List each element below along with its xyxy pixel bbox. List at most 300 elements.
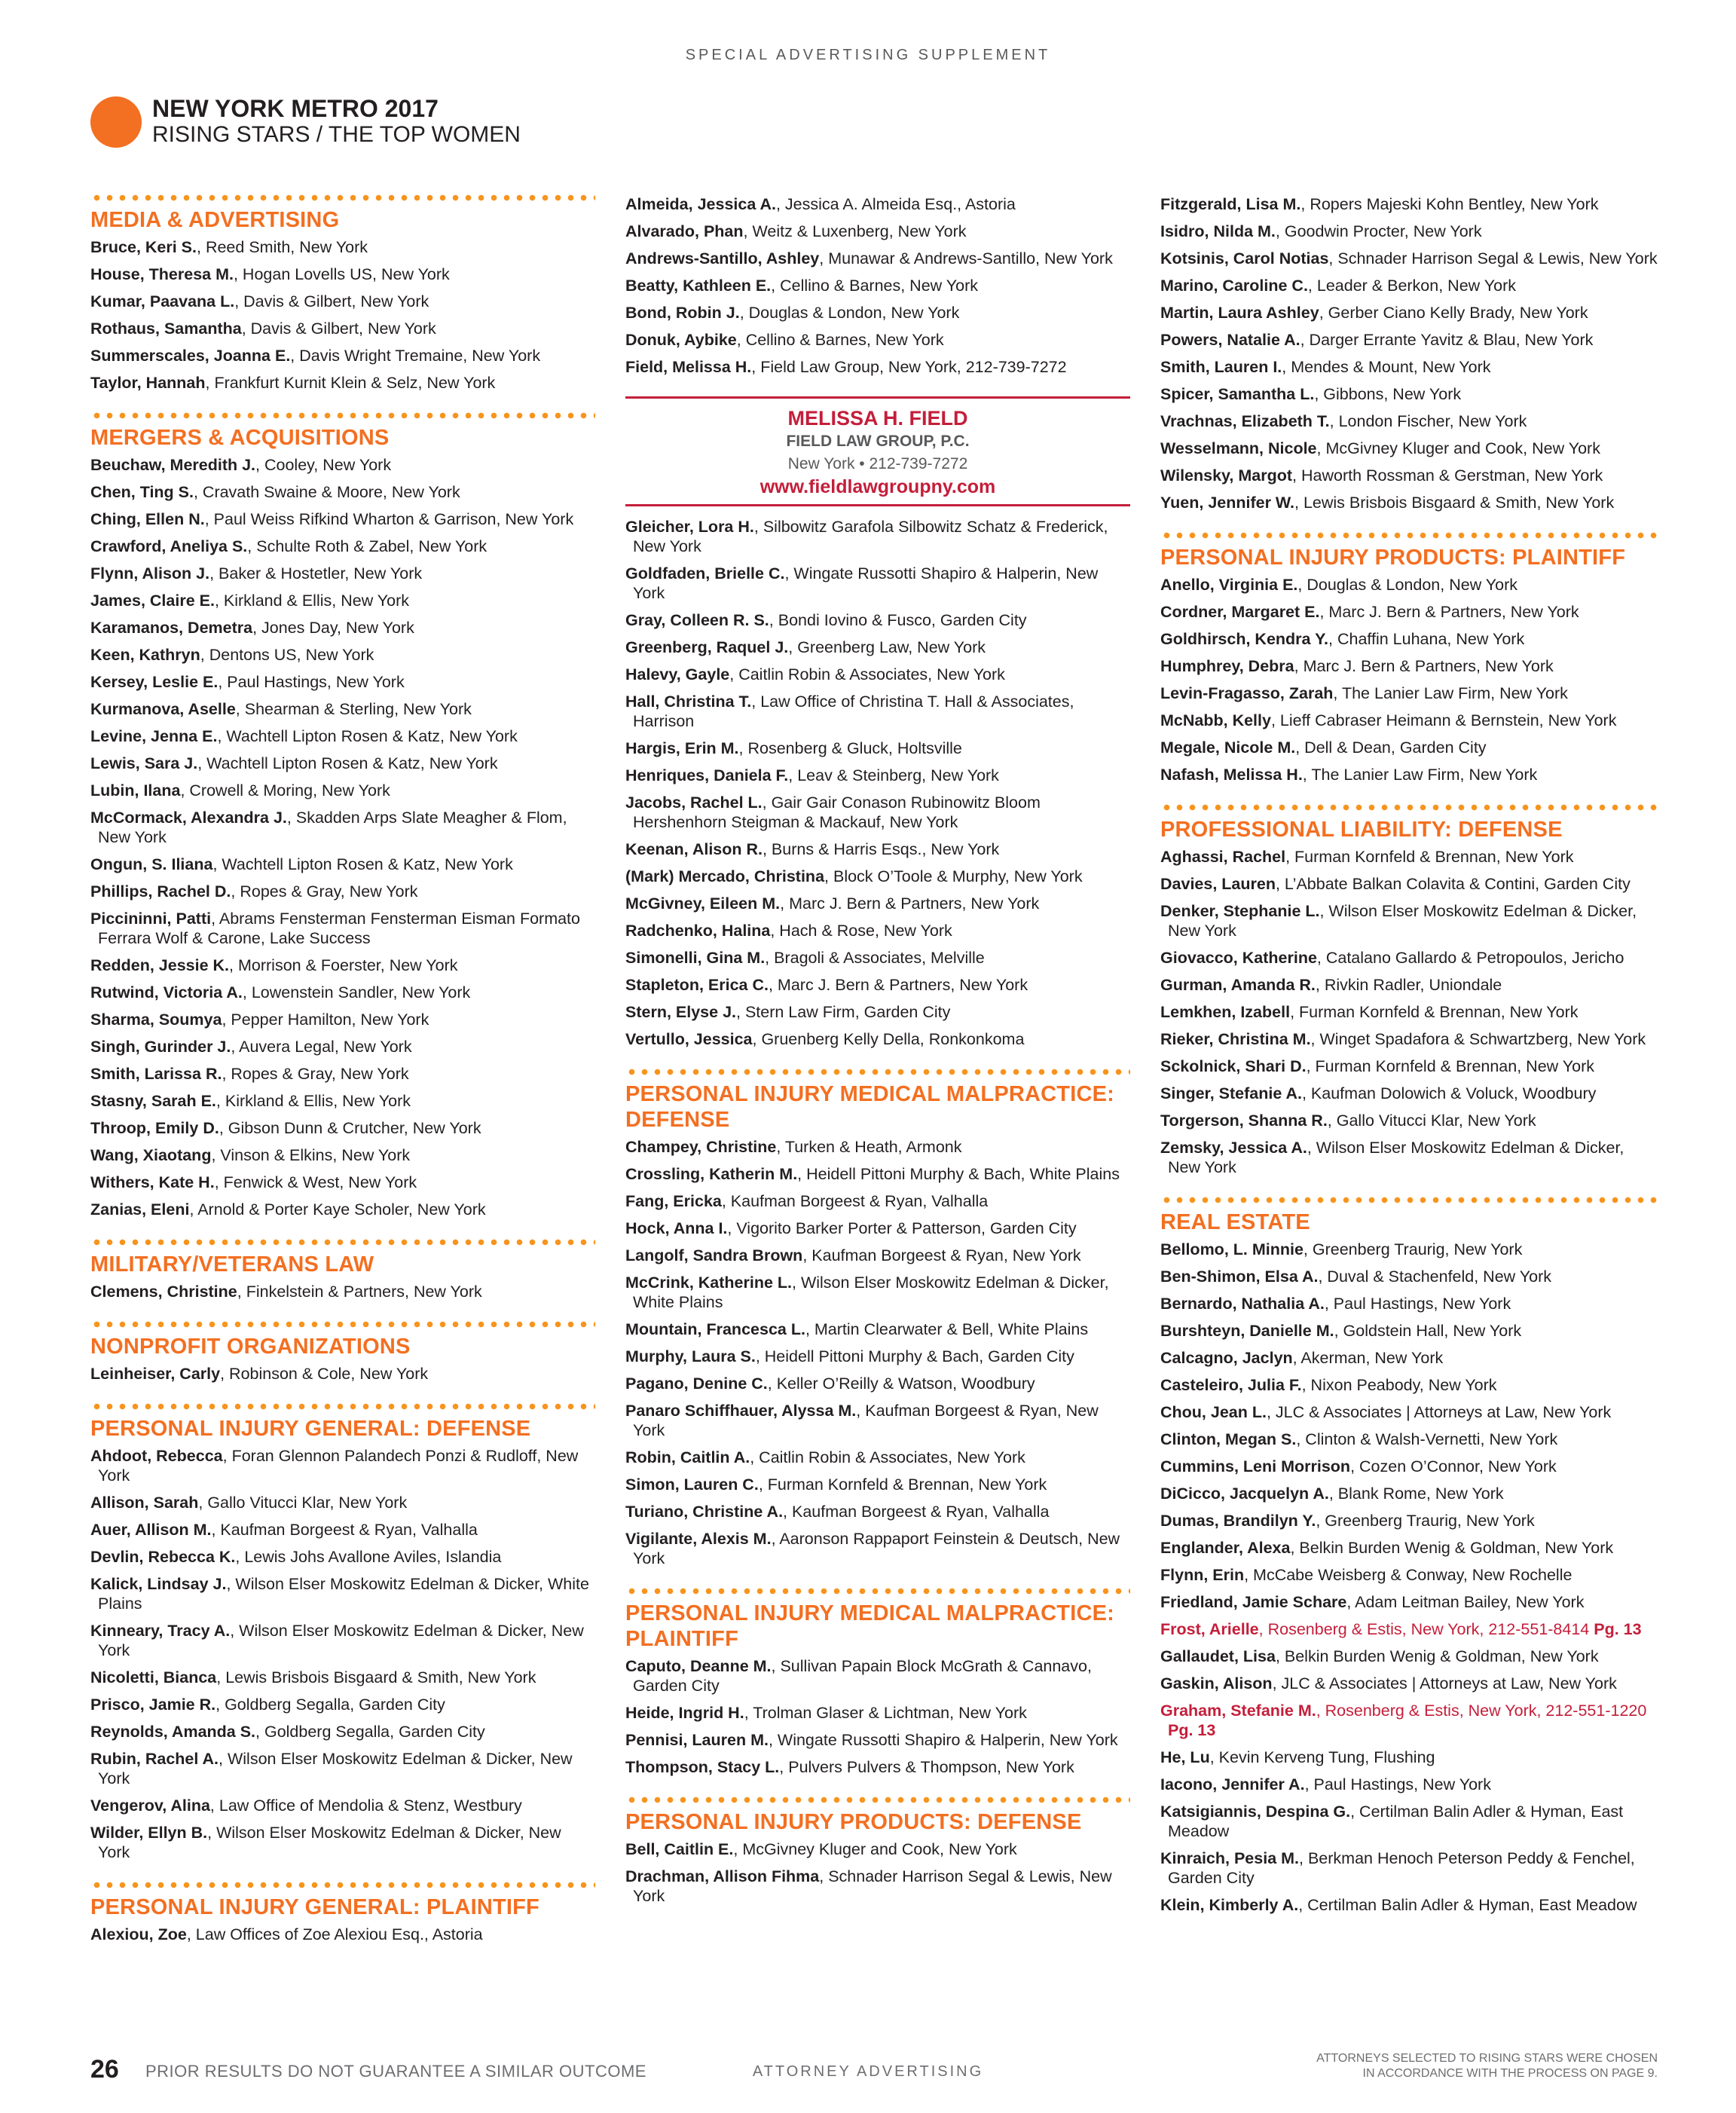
firm-location: , Greenberg Law, New York: [788, 638, 986, 656]
firm-location: , Rosenberg & Estis, New York, 212-551-8414: [1258, 1620, 1590, 1638]
list-item: [1160, 1895, 1658, 1915]
list-item: [90, 1547, 595, 1567]
section-heading: MERGERS & ACQUISITIONS: [90, 426, 390, 450]
firm-location: , Robinson & Cole, New York: [220, 1365, 429, 1383]
firm-location: , Dentons US, New York: [200, 646, 374, 664]
orange-circle-logo: [90, 96, 142, 148]
list-item: [1160, 1538, 1658, 1558]
list-item: [625, 1191, 1130, 1211]
firm-location: , Keller O’Reilly & Watson, Woodbury: [767, 1375, 1035, 1393]
list-item: [1160, 1348, 1658, 1368]
list-item: [625, 564, 1130, 603]
attorney-name: Drachman, Allison Fihma: [625, 1867, 820, 1885]
attorney-name: Gray, Colleen R. S.: [625, 611, 769, 629]
attorney-name: Piccininni, Patti: [90, 910, 212, 928]
firm-location: , Darger Errante Yavitz & Blau, New York: [1300, 331, 1594, 349]
firm-location: , Reed Smith, New York: [197, 238, 368, 256]
list-item: [625, 222, 1130, 241]
firm-location: , Marc J. Bern & Partners, New York: [768, 976, 1028, 994]
section-heading: REAL ESTATE: [1160, 1210, 1310, 1234]
firm-location: , The Lanier Law Firm, New York: [1333, 684, 1568, 702]
attorney-name: Chen, Ting S.: [90, 483, 194, 501]
firm-location: , Abrams Fensterman Fensterman Eisman Formato Ferrara Wolf & Carone, Lake Success: [98, 910, 580, 947]
attorney-name: Jacobs, Rachel L.: [625, 794, 763, 812]
attorney-name: He, Lu: [1160, 1748, 1210, 1766]
attorney-name: Hargis, Erin M.: [625, 739, 739, 757]
firm-location: , Gallo Vitucci Klar, New York: [1327, 1112, 1536, 1130]
firm-location: , Ropes & Gray, New York: [222, 1065, 409, 1083]
firm-location: , Cozen O’Connor, New York: [1350, 1457, 1557, 1475]
list-item: [90, 292, 595, 311]
list-item: [90, 1796, 595, 1815]
list-item: [1160, 1619, 1658, 1639]
list-item: [90, 781, 595, 800]
ad-website-link[interactable]: www.fieldlawgroupny.com: [760, 476, 996, 497]
section-heading: PERSONAL INJURY PRODUCTS: PLAINTIFF: [1160, 546, 1626, 570]
dotted-divider: [1160, 1197, 1658, 1203]
list-item: [90, 1574, 595, 1613]
attorney-name: Keen, Kathryn: [90, 646, 200, 664]
list-item: [1160, 1848, 1658, 1888]
attorney-name: Sharma, Soumya: [90, 1011, 222, 1029]
section-heading: PERSONAL INJURY PRODUCTS: DEFENSE: [625, 1810, 1082, 1834]
attorney-name: Gleicher, Lora H.: [625, 518, 754, 536]
list-item: [1160, 357, 1658, 377]
firm-location: , Goldberg Segalla, Garden City: [215, 1696, 445, 1714]
firm-location: , Wilson Elser Moskowitz Edelman & Dicker, New York: [98, 1824, 561, 1861]
supplement-label: SPECIAL ADVERTISING SUPPLEMENT: [685, 47, 1051, 63]
list-item: [1160, 439, 1658, 458]
firm-location: , Law Office of Mendolia & Stenz, Westbury: [209, 1797, 522, 1815]
list-item: [625, 1867, 1130, 1906]
attorney-name: Levin-Fragasso, Zarah: [1160, 684, 1334, 702]
attorney-name: Radchenko, Halina: [625, 922, 771, 940]
firm-location: , Mendes & Mount, New York: [1282, 358, 1491, 376]
list-item: [1160, 575, 1658, 595]
list-item: [625, 357, 1130, 377]
firm-location: , Catalano Gallardo & Petropoulos, Jericho: [1316, 949, 1624, 967]
list-item: [1160, 222, 1658, 241]
attorney-name: Field, Melissa H.: [625, 358, 752, 376]
firm-location: , Munawar & Andrews-Santillo, New York: [819, 249, 1113, 268]
attorney-name: Ben-Shimon, Elsa A.: [1160, 1267, 1319, 1286]
list-item: [90, 1446, 595, 1485]
firm-location: , Cellino & Barnes, New York: [771, 277, 979, 295]
firm-location: , Douglas & London, New York: [739, 304, 960, 322]
firm-location: , Belkin Burden Wenig & Goldman, New York: [1275, 1647, 1599, 1665]
section: [625, 517, 1130, 1049]
firm-location: , Morrison & Foerster, New York: [229, 956, 458, 974]
list-item: [90, 1621, 595, 1660]
section-heading: MILITARY/VETERANS LAW: [90, 1252, 374, 1277]
firm-location: , Silbowitz Garafola Silbowitz Schatz & Frederick, New York: [633, 518, 1108, 555]
advertisement-box: [625, 396, 1130, 506]
firm-location: , Furman Kornfeld & Brennan, New York: [758, 1475, 1047, 1494]
list-item: [90, 265, 595, 284]
attorney-name: (Mark) Mercado, Christina: [625, 867, 825, 885]
list-item: [1160, 466, 1658, 485]
firm-location: , Cellino & Barnes, New York: [736, 331, 944, 349]
list-item: [90, 672, 595, 692]
firm-location: , Skadden Arps Slate Meagher & Flom, New York: [98, 809, 567, 846]
list-item: [1160, 602, 1658, 622]
firm-location: , Goldberg Segalla, Garden City: [255, 1723, 485, 1741]
list-item: [1160, 249, 1658, 268]
attorney-name: Sckolnick, Shari D.: [1160, 1057, 1307, 1075]
firm-location: , Paul Hastings, New York: [218, 673, 405, 691]
attorney-name: Aghassi, Rachel: [1160, 848, 1286, 866]
attorney-name: Gallaudet, Lisa: [1160, 1647, 1276, 1665]
attorney-name: Rieker, Christina M.: [1160, 1030, 1311, 1048]
list-item: [625, 867, 1130, 886]
list-item: [90, 1520, 595, 1540]
firm-location: , Bragoli & Associates, Melville: [765, 949, 985, 967]
list-item: [625, 692, 1130, 731]
attorney-name: Crawford, Aneliya S.: [90, 537, 248, 555]
list-item: [1160, 948, 1658, 968]
list-item: [625, 1164, 1130, 1184]
list-item: [625, 1137, 1130, 1157]
attorney-name: Redden, Jessie K.: [90, 956, 230, 974]
list-item: [90, 1145, 595, 1165]
list-item: [625, 793, 1130, 832]
attorney-name: Dumas, Brandilyn Y.: [1160, 1512, 1316, 1530]
attorney-name: Vengerov, Alina: [90, 1797, 210, 1815]
attorney-name: Halevy, Gayle: [625, 665, 730, 683]
list-item: [90, 1200, 595, 1219]
attorney-name: Ching, Ellen N.: [90, 510, 205, 528]
attorney-name: Robin, Caitlin A.: [625, 1448, 750, 1466]
section: [90, 412, 595, 1219]
section: [1160, 194, 1658, 512]
attorney-name: Panaro Schiffhauer, Alyssa M.: [625, 1402, 857, 1420]
list-item: [90, 1064, 595, 1084]
firm-location: , Weitz & Luxenberg, New York: [743, 222, 967, 240]
list-item: [90, 983, 595, 1002]
attorney-name: Martin, Laura Ashley: [1160, 304, 1319, 322]
firm-location: , Sullivan Papain Block McGrath & Cannavo, Garden City: [633, 1657, 1092, 1695]
list-item: [90, 1364, 595, 1384]
section-heading: MEDIA & ADVERTISING: [90, 208, 340, 232]
list-item: [1160, 1802, 1658, 1841]
section-heading: PERSONAL INJURY MEDICAL MALPRACTICE: DEFENSE: [625, 1082, 1115, 1132]
attorney-name: Englander, Alexa: [1160, 1539, 1291, 1557]
list-item: [90, 346, 595, 365]
attorney-name: Davies, Lauren: [1160, 875, 1276, 893]
firm-location: , Trolman Glaser & Lichtman, New York: [744, 1704, 1027, 1722]
firm-location: , Pulvers Pulvers & Thompson, New York: [779, 1758, 1074, 1776]
firm-location: , Leader & Berkon, New York: [1307, 277, 1516, 295]
footer-note-line-1: ATTORNEYS SELECTED TO RISING STARS WERE CHOSEN: [1316, 2052, 1658, 2065]
dotted-divider: [1160, 804, 1658, 811]
dotted-divider: [90, 1882, 595, 1888]
section: [625, 1588, 1130, 1777]
firm-location: , Lieff Cabraser Heimann & Bernstein, New York: [1270, 711, 1617, 729]
attorney-name: Rutwind, Victoria A.: [90, 983, 243, 1001]
list-item: [1160, 1511, 1658, 1530]
list-item: [625, 249, 1130, 268]
list-item: [1160, 1375, 1658, 1395]
column-3: [1160, 194, 1658, 1934]
firm-location: , Gerber Ciano Kelly Brady, New York: [1319, 304, 1588, 322]
attorney-name: Keenan, Alison R.: [625, 840, 763, 858]
attorney-name: Marino, Caroline C.: [1160, 277, 1308, 295]
firm-location: , Vigorito Barker Porter & Patterson, Garden City: [727, 1219, 1077, 1237]
attorney-name: Iacono, Jennifer A.: [1160, 1775, 1305, 1793]
firm-location: , The Lanier Law Firm, New York: [1302, 766, 1538, 784]
attorney-name: Singer, Stefanie A.: [1160, 1084, 1302, 1102]
list-item: [90, 591, 595, 610]
list-item: [90, 726, 595, 746]
section: [625, 194, 1130, 377]
firm-location: , Nixon Peabody, New York: [1301, 1376, 1497, 1394]
firm-location: , London Fischer, New York: [1329, 412, 1527, 430]
firm-location: , Kirkland & Ellis, New York: [214, 592, 410, 610]
firm-location: , Ropers Majeski Kohn Bentley, New York: [1300, 195, 1599, 213]
firm-location: , Kaufman Borgeest & Ryan, New York: [633, 1402, 1099, 1439]
attorney-name: Giovacco, Katherine: [1160, 949, 1317, 967]
attorney-name: Withers, Kate H.: [90, 1173, 215, 1191]
ad-attorney-name: MELISSA H. FIELD: [787, 407, 968, 430]
firm-location: , L’Abbate Balkan Colavita & Contini, Garden City: [1275, 875, 1631, 893]
attorney-name: Greenberg, Raquel J.: [625, 638, 789, 656]
list-item: [1160, 1402, 1658, 1422]
attorney-name: Humphrey, Debra: [1160, 657, 1294, 675]
firm-location: , Foran Glennon Palandech Ponzi & Rudloff, New York: [98, 1447, 579, 1485]
firm-location: , Kaufman Borgeest & Ryan, New York: [802, 1246, 1081, 1264]
attorney-name: Wesselmann, Nicole: [1160, 439, 1317, 457]
list-item: [1160, 1084, 1658, 1103]
attorney-name: Spicer, Samantha L.: [1160, 385, 1315, 403]
list-item: [1160, 1457, 1658, 1476]
firm-location: , Douglas & London, New York: [1297, 576, 1518, 594]
list-item: [90, 509, 595, 529]
firm-location: , Gair Gair Conason Rubinowitz Bloom Hershenhorn Steigman & Mackauf, New York: [633, 794, 1041, 831]
attorney-name: Crossling, Katherin M.: [625, 1165, 798, 1183]
dotted-divider: [90, 412, 595, 419]
list-item: [625, 1475, 1130, 1494]
attorney-name: Frost, Arielle: [1160, 1620, 1259, 1638]
list-item: [1160, 1647, 1658, 1666]
attorney-name: Alexiou, Zoe: [90, 1925, 187, 1943]
attorney-name: Katsigiannis, Despina G.: [1160, 1803, 1351, 1821]
list-item: [1160, 901, 1658, 940]
attorney-name: Kinraich, Pesia M.: [1160, 1849, 1300, 1867]
firm-location: , Wilson Elser Moskowitz Edelman & Dicker, New York: [1168, 902, 1637, 940]
firm-location: , Shearman & Sterling, New York: [235, 700, 472, 718]
section: [90, 1403, 595, 1862]
attorney-name: Simon, Lauren C.: [625, 1475, 759, 1494]
list-item: [625, 665, 1130, 684]
list-item: [625, 1757, 1130, 1777]
list-item: [625, 1730, 1130, 1750]
firm-location: , Goodwin Procter, New York: [1275, 222, 1482, 240]
ad-firm-name: FIELD LAW GROUP, P.C.: [786, 433, 970, 450]
list-item: [90, 808, 595, 847]
firm-location: , Certilman Balin Adler & Hyman, East Meadow: [1168, 1803, 1624, 1840]
attorney-name: Simonelli, Gina M.: [625, 949, 766, 967]
firm-location: , Wilson Elser Moskowitz Edelman & Dicker, New York: [98, 1750, 573, 1787]
attorney-name: Goldhirsch, Kendra Y.: [1160, 630, 1329, 648]
list-item: [1160, 629, 1658, 649]
list-item: [625, 839, 1130, 859]
firm-location: , Lowenstein Sandler, New York: [242, 983, 471, 1001]
list-item: [90, 1118, 595, 1138]
section-heading: NONPROFIT ORGANIZATIONS: [90, 1335, 411, 1359]
attorney-name: Flynn, Erin: [1160, 1566, 1245, 1584]
firm-location: , Heidell Pittoni Murphy & Bach, White Plains: [797, 1165, 1120, 1183]
list-item: [1160, 738, 1658, 757]
list-item: [90, 537, 595, 556]
list-item: [90, 1493, 595, 1512]
section: [90, 194, 595, 393]
attorney-name: DiCicco, Jacquelyn A.: [1160, 1485, 1329, 1503]
section: [1160, 532, 1658, 784]
firm-location: , Schnader Harrison Segal & Lewis, New York: [633, 1867, 1112, 1905]
attorney-name: Vertullo, Jessica: [625, 1030, 753, 1048]
list-item: [1160, 765, 1658, 784]
list-item: [1160, 194, 1658, 214]
attorney-name: Vrachnas, Elizabeth T.: [1160, 412, 1330, 430]
firm-location: , Wilson Elser Moskowitz Edelman & Dicker, New York: [1168, 1139, 1624, 1176]
firm-location: , Kaufman Borgeest & Ryan, Valhalla: [721, 1192, 989, 1210]
list-item: [1160, 276, 1658, 295]
attorney-name: Hock, Anna I.: [625, 1219, 728, 1237]
firm-location: , Davis & Gilbert, New York: [241, 320, 436, 338]
firm-location: , Certilman Balin Adler & Hyman, East Meadow: [1298, 1896, 1637, 1914]
attorney-name: Kalick, Lindsay J.: [90, 1575, 227, 1593]
firm-location: , Duval & Stachenfeld, New York: [1318, 1267, 1552, 1286]
list-item: [625, 303, 1130, 323]
attorney-name: Auer, Allison M.: [90, 1521, 212, 1539]
firm-location: , Leav & Steinberg, New York: [788, 766, 999, 784]
attorney-name: Stasny, Sarah E.: [90, 1092, 216, 1110]
list-item: [90, 882, 595, 901]
list-item: [1160, 975, 1658, 995]
list-item: [625, 766, 1130, 785]
attorney-name: Bernardo, Nathalia A.: [1160, 1295, 1325, 1313]
firm-location: , Schnader Harrison Segal & Lewis, New York: [1328, 249, 1658, 268]
section: [90, 1882, 595, 1944]
attorney-name: Klein, Kimberly A.: [1160, 1896, 1299, 1914]
list-item: [90, 699, 595, 719]
firm-location: , Wachtell Lipton Rosen & Katz, New York: [197, 754, 498, 772]
footer-selection-note: [1316, 2051, 1658, 2081]
ad-contact: New York • 212-739-7272: [787, 455, 968, 472]
list-item: [90, 1173, 595, 1192]
attorney-name: Bell, Caitlin E.: [625, 1840, 734, 1858]
firm-location: , Arnold & Porter Kaye Scholer, New York: [189, 1200, 486, 1219]
list-item: [1160, 1748, 1658, 1767]
attorney-name: Clemens, Christine: [90, 1283, 237, 1301]
list-item: [1160, 384, 1658, 404]
attorney-name: House, Theresa M.: [90, 265, 234, 283]
attorney-name: Goldfaden, Brielle C.: [625, 564, 785, 583]
attorney-name: Ongun, S. Iliana: [90, 855, 213, 873]
attorney-name: Caputo, Deanne M.: [625, 1657, 772, 1675]
attorney-name: Cummins, Leni Morrison: [1160, 1457, 1351, 1475]
list-item: [1160, 1111, 1658, 1130]
firm-location: , Blank Rome, New York: [1328, 1485, 1504, 1503]
list-item: [625, 276, 1130, 295]
attorney-name: Heide, Ingrid H.: [625, 1704, 744, 1722]
attorney-name: Nafash, Melissa H.: [1160, 766, 1303, 784]
list-item: [90, 1823, 595, 1862]
attorney-name: Gurman, Amanda R.: [1160, 976, 1316, 994]
list-item: [1160, 1029, 1658, 1049]
firm-location: , Crowell & Moring, New York: [180, 781, 390, 800]
attorney-name: Pagano, Denine C.: [625, 1375, 768, 1393]
firm-location: , McGivney Kluger and Cook, New York: [733, 1840, 1017, 1858]
firm-location: , Fenwick & West, New York: [214, 1173, 417, 1191]
attorney-name: Levine, Jenna E.: [90, 727, 218, 745]
firm-location: , Schulte Roth & Zabel, New York: [247, 537, 487, 555]
firm-location: , Kirkland & Ellis, New York: [215, 1092, 411, 1110]
section: [625, 1797, 1130, 1906]
section: [90, 1239, 595, 1301]
list-item: [1160, 683, 1658, 703]
firm-location: , Hogan Lovells US, New York: [233, 265, 450, 283]
firm-location: , Greenberg Traurig, New York: [1303, 1240, 1523, 1258]
firm-location: , Dell & Dean, Garden City: [1295, 738, 1487, 757]
firm-location: , Finkelstein & Partners, New York: [237, 1283, 482, 1301]
list-item: [625, 1703, 1130, 1723]
attorney-name: Graham, Stefanie M.: [1160, 1702, 1316, 1720]
list-item: [625, 975, 1130, 995]
attorney-name: Kotsinis, Carol Notias: [1160, 249, 1329, 268]
attorney-name: McGivney, Eileen M.: [625, 894, 781, 913]
firm-location: , Akerman, New York: [1292, 1349, 1444, 1367]
list-item: [625, 894, 1130, 913]
firm-location: , Wilson Elser Moskowitz Edelman & Dicker, New York: [98, 1622, 584, 1659]
attorney-name: Wilensky, Margot: [1160, 466, 1293, 485]
list-item: [90, 1749, 595, 1788]
firm-location: , Kaufman Dolowich & Voluck, Woodbury: [1301, 1084, 1597, 1102]
attorney-name: Gaskin, Alison: [1160, 1674, 1273, 1693]
attorney-name: Almeida, Jessica A.: [625, 195, 776, 213]
firm-location: , Wingate Russotti Shapiro & Halperin, New York: [633, 564, 1099, 602]
attorney-name: Bruce, Keri S.: [90, 238, 197, 256]
firm-location: , Aaronson Rappaport Feinstein & Deutsch, New York: [633, 1530, 1120, 1567]
dotted-divider: [1160, 532, 1658, 539]
firm-location: , Wilson Elser Moskowitz Edelman & Dicker, White Plains: [633, 1274, 1109, 1311]
firm-location: , Berkman Henoch Peterson Peddy & Fenchel, Garden City: [1168, 1849, 1635, 1887]
attorney-name: Chou, Jean L.: [1160, 1403, 1267, 1421]
list-item: [625, 1448, 1130, 1467]
firm-location: , Ropes & Gray, New York: [231, 882, 418, 901]
attorney-name: Bond, Robin J.: [625, 304, 740, 322]
firm-location: , Jones Day, New York: [252, 619, 414, 637]
firm-location: , Bondi Iovino & Fusco, Garden City: [769, 611, 1027, 629]
attorney-name: Friedland, Jamie Schare: [1160, 1593, 1347, 1611]
list-item: [625, 738, 1130, 758]
attorney-name: Mountain, Francesca L.: [625, 1320, 805, 1338]
section-heading: PERSONAL INJURY GENERAL: DEFENSE: [90, 1417, 531, 1441]
attorney-name: Beuchaw, Meredith J.: [90, 456, 256, 474]
section-heading: PERSONAL INJURY GENERAL: PLAINTIFF: [90, 1895, 539, 1919]
list-item: [1160, 1240, 1658, 1259]
list-item: [90, 1668, 595, 1687]
attorney-name: James, Claire E.: [90, 592, 215, 610]
attorney-name: Karamanos, Demetra: [90, 619, 253, 637]
firm-location: , Rosenberg & Gluck, Holtsville: [738, 739, 962, 757]
list-item: [1160, 874, 1658, 894]
attorney-name: Casteleiro, Julia F.: [1160, 1376, 1302, 1394]
attorney-name: Torgerson, Shanna R.: [1160, 1112, 1328, 1130]
attorney-name: Anello, Virginia E.: [1160, 576, 1298, 594]
firm-location: , Marc J. Bern & Partners, New York: [1294, 657, 1554, 675]
list-item: [625, 1529, 1130, 1568]
